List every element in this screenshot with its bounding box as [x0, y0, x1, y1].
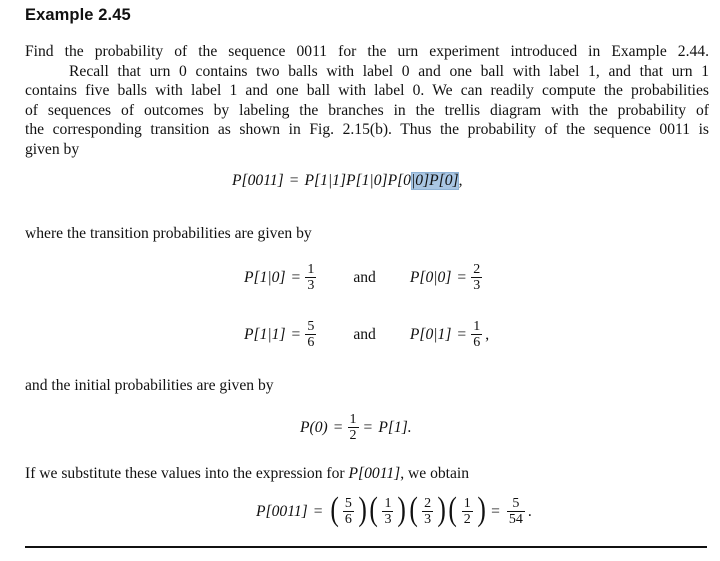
equation-transition-row-1: P[1|0] = $\frac{1}{3}$ and P[0|0] = $\frac{2}{3}$ [244, 262, 481, 293]
eq2-lhs2: P[0|0] [409, 268, 452, 286]
example-title: Example 2.45 [25, 6, 131, 24]
fraction-one-sixth: $\frac{1}{6}$ [473, 319, 481, 350]
fraction-one-third: $\frac{1}{3}$ [307, 262, 315, 293]
fraction-five-sixths: $\frac{5}{6}$ [307, 319, 315, 350]
fraction-one-half: $\frac{1}{2}$ [349, 412, 357, 443]
eq5-lhs: P[0011] [256, 502, 308, 520]
equation-transition-row-2: P[1|1] = $\frac{5}{6}$ and P[0|1] = $\frac{1}{6}$ , [244, 319, 490, 350]
paren-one-half: ( $\frac{1}{2}$ ) [448, 491, 486, 528]
eq1-comma: , [458, 172, 463, 189]
eq2-and: and [353, 268, 376, 286]
eq1-lhs: P[0011] [232, 172, 284, 189]
bottom-rule [25, 546, 707, 548]
eq2-lhs1: P[1|0] [244, 268, 286, 286]
paren-five-sixths: ( $\frac{5}{6}$ ) [329, 491, 367, 528]
eq3-and: and [353, 325, 376, 343]
equation-initial-probability: P(0) = $\frac{1}{2}$ = P[1]. [300, 412, 412, 443]
paragraph-transition: where the transition probabilities are given by [25, 225, 312, 242]
eq4-lhs: P(0) [300, 418, 328, 436]
equation-final-result: P[0011] = ( $\frac{5}{6}$ ) ( $\frac{1}{3}$ ) ( $\frac{2}{3}$ ) ( $\frac{1}{2}$ ) = $\frac{5}{54}$ . [256, 491, 532, 528]
intro-line-2: Recall that urn 0 contains two balls with label 0 and one ball with label 1, and that urn 1 [69, 62, 709, 80]
paren-two-thirds: ( $\frac{2}{3}$ ) [409, 491, 447, 528]
paragraph-initial: and the initial probabilities are given by [25, 377, 274, 394]
eq4-rhs: P[1]. [378, 418, 412, 436]
eq1-rhs-highlighted[interactable]: |0]P[0] [410, 172, 459, 189]
intro-line-4: of sequences of outcomes by labeling the branches in the trellis diagram with the probability of [25, 101, 709, 119]
intro-line-5: the corresponding transition as shown in Fig. 2.15(b). Thus the probability of the sequence 0011 is [25, 121, 709, 138]
intro-line-3: contains five balls with label 1 and one ball with label 0. We can readily compute the probabilities [25, 82, 709, 99]
fraction-result: $\frac{5}{54}$ [508, 496, 523, 527]
paren-one-third: ( $\frac{1}{3}$ ) [369, 491, 407, 528]
intro-line-6: given by [25, 140, 80, 158]
eq1-equals: = [289, 172, 299, 189]
eq3-lhs1: P[1|1] [244, 325, 286, 343]
substitute-expression: P[0011] [348, 465, 401, 482]
paragraph-intro [25, 42, 709, 159]
equation-sequence-probability [232, 172, 463, 190]
intro-line-1: Find the probability of the sequence 0011 for the urn experiment introduced in Example 2.44. [25, 43, 709, 60]
eq3-lhs2: P[0|1] [409, 325, 452, 343]
fraction-two-thirds: $\frac{2}{3}$ [473, 262, 481, 293]
paragraph-substitute: If we substitute these values into the expression for P[0011], we obtain [25, 465, 470, 482]
eq1-rhs: P[1|1]P[1|0]P[0 [304, 172, 411, 189]
